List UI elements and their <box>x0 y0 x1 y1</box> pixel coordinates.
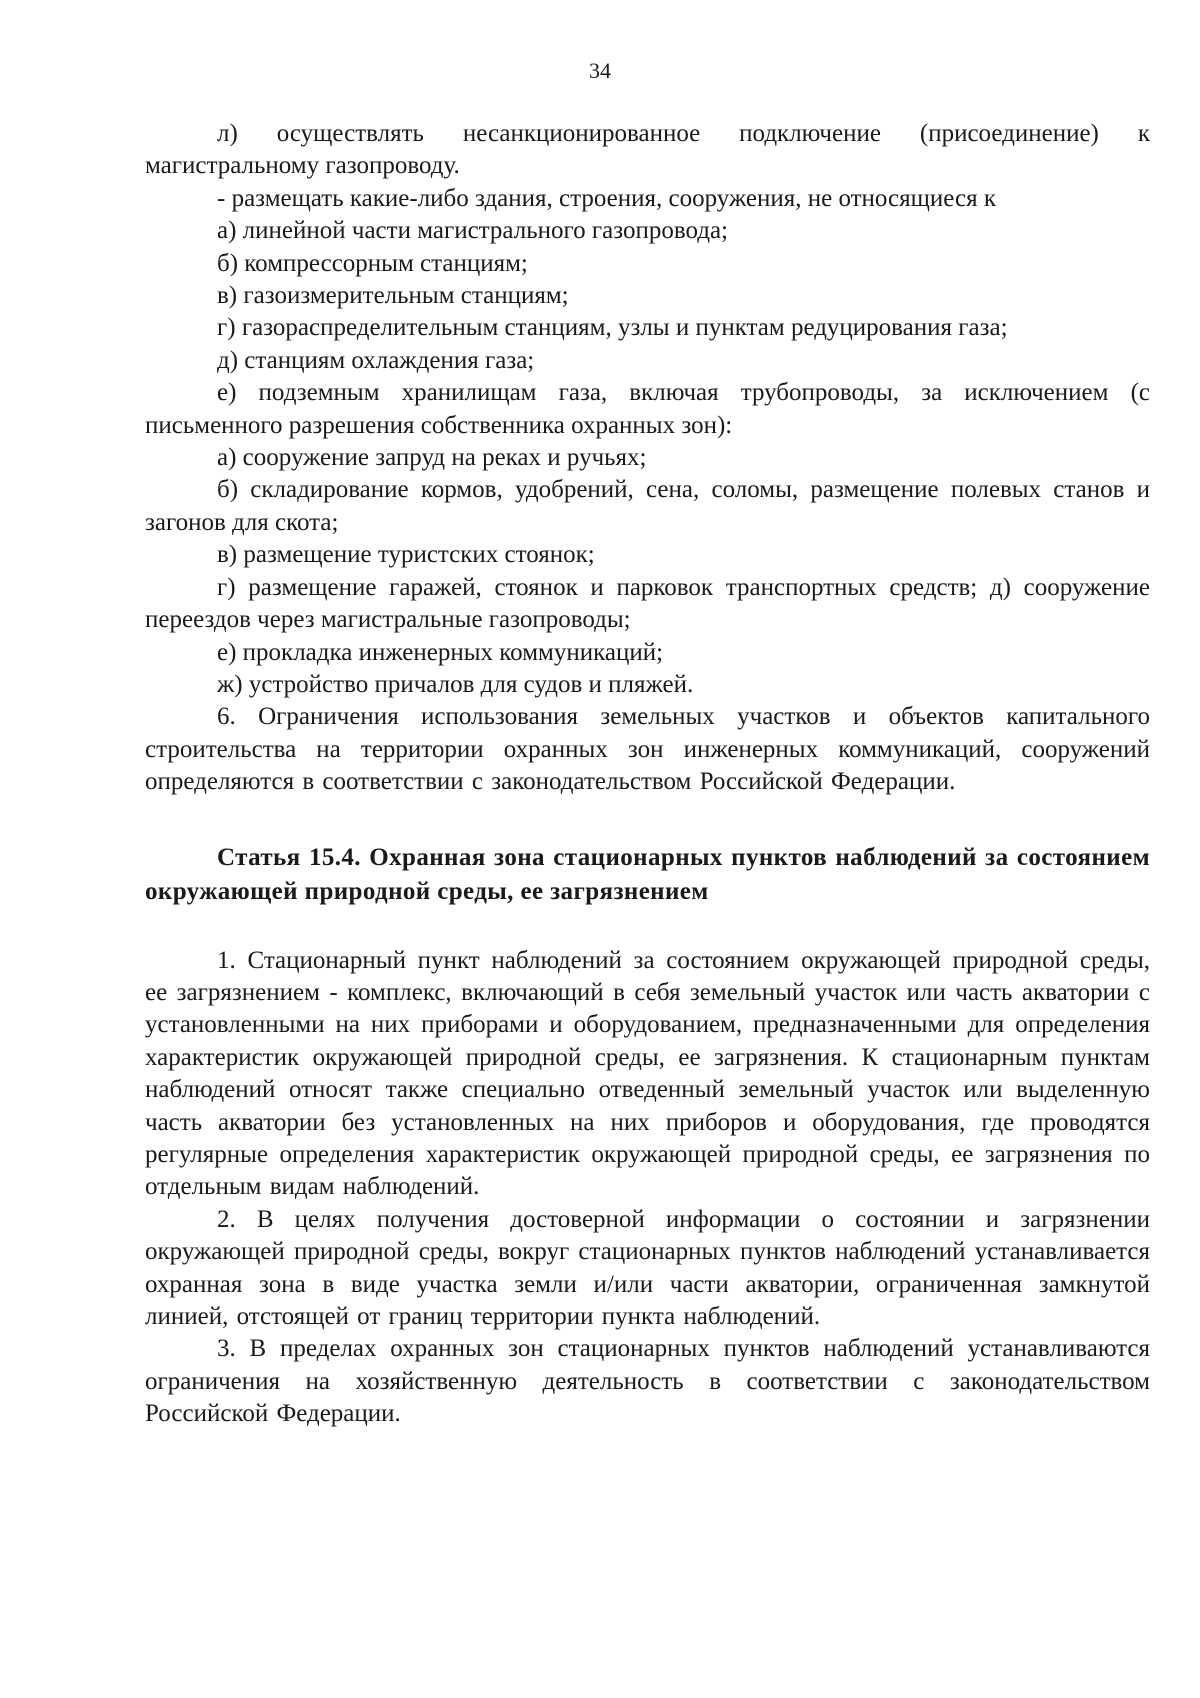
sublist-item-v: в) размещение туристских стоянок; <box>217 541 595 569</box>
paragraph-placement-ban: - размещать какие-либо здания, строения, сооружения, не относящиеся к <box>217 184 996 212</box>
sublist-item-e: е) прокладка инженерных коммуникаций; <box>217 638 664 666</box>
list-item-e: е) подземным хранилищам газа, включая трубопроводы, за исключением (с письменного разрешения собственника охранных зон): <box>145 379 1150 439</box>
list-item-d: д) станциям охлаждения газа; <box>217 346 535 374</box>
paragraph-point-2: 2. В целях получения достоверной информации о состоянии и загрязнении окружающей природной среды, вокруг стационарных пунктов наблюдений устанавливается охранная зона в виде участка земли и/или части акватории, ограниченная замкнутой линией, отстоящей от границ территории пункта наблюдений. <box>145 1205 1150 1330</box>
list-item-g: г) газораспределительным станциям, узлы и пунктам редуцирования газа; <box>217 314 1008 342</box>
list-item-b: б) компрессорным станциям; <box>217 249 528 277</box>
article-heading: Статья 15.4. Охранная зона стационарных пунктов наблюдений за состоянием окружающей природной среды, ее загрязнением <box>145 843 1150 905</box>
document-body <box>145 118 1150 1431</box>
paragraph-point-6: 6. Ограничения использования земельных участков и объектов капитального строительства на территории охранных зон инженерных коммуникаций, сооружений определяются в соответствии с законодательством Российской Федерации. <box>145 703 1150 796</box>
sublist-item-b: б) складирование кормов, удобрений, сена, соломы, размещение полевых станов и загонов для скота; <box>145 476 1150 536</box>
sublist-item-zh: ж) устройство причалов для судов и пляжей. <box>217 670 694 698</box>
paragraph-point-1: 1. Стационарный пункт наблюдений за состоянием окружающей природной среды, ее загрязнением - комплекс, включающий в себя земельный участок или часть акватории с установленными на них приборами и оборудованием, предназначенными для определения характеристик окружающей природной среды, ее загрязнения. К стационарным пунктам наблюдений относят также специально отведенный земельный участок или выделенную часть акватории без установленных на них приборов и оборудования, где проводятся регулярные определения характеристик окружающей природной среды, ее загрязнения по отдельным видам наблюдений. <box>145 946 1150 1201</box>
paragraph-item-l: л) осуществлять несанкционированное подключение (присоединение) к магистральному газопроводу. <box>145 120 1150 180</box>
sublist-item-g-d: г) размещение гаражей, стоянок и парковок транспортных средств; д) сооружение переездов через магистральные газопроводы; <box>145 573 1150 634</box>
list-item-a: а) линейной части магистрального газопровода; <box>217 217 728 245</box>
paragraph-point-3: 3. В пределах охранных зон стационарных пунктов наблюдений устанавливаются ограничения на хозяйственную деятельность в соответствии с законодательством Российской Федерации. <box>145 1335 1150 1428</box>
sublist-item-a: а) сооружение запруд на реках и ручьях; <box>217 444 647 472</box>
list-item-v: в) газоизмерительным станциям; <box>217 282 569 310</box>
page-number: 34 <box>589 58 611 83</box>
